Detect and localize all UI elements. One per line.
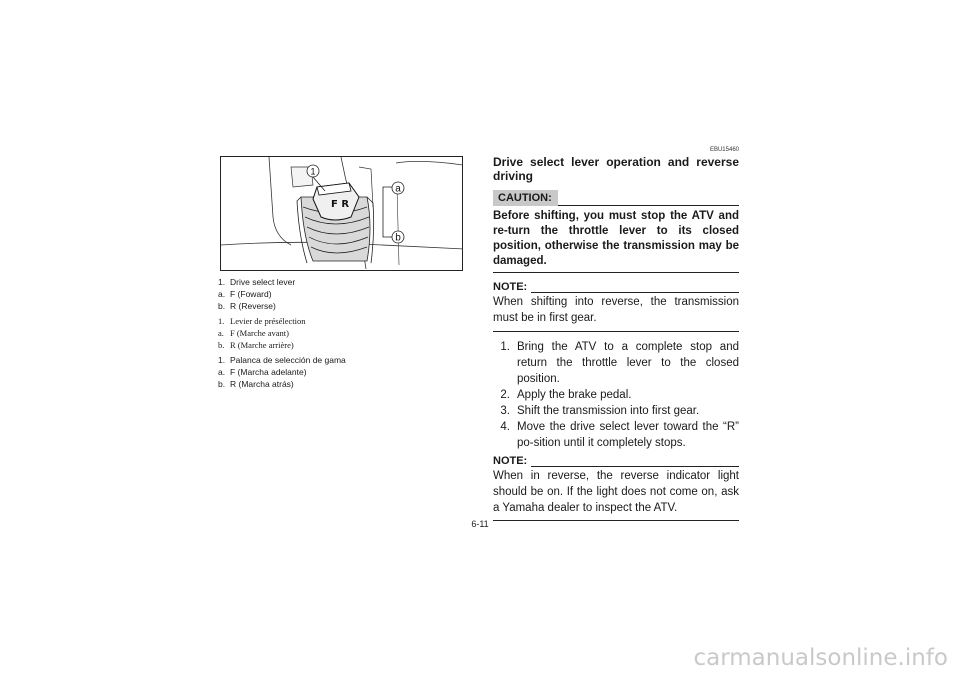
note-text: When in reverse, the reverse indicator light should be on. If the light does not come on, ask a Yamaha dealer to inspect the ATV. xyxy=(493,470,739,514)
list-item: 3. Shift the transmission into first gear. xyxy=(500,405,700,417)
note-header xyxy=(493,455,739,467)
caption-line: 1. Palanca de selección de gama xyxy=(218,355,346,365)
caption-line: b. R (Reverse) xyxy=(218,301,276,311)
caption-line: a. F (Marche avant) xyxy=(218,328,290,338)
callout-a-label: a xyxy=(395,183,401,195)
section-code: EBU15460 xyxy=(709,147,739,153)
caution-text: Before shifting, you must stop the ATV and re-turn the throttle lever to its closed position, otherwise the transmission may be damaged. xyxy=(493,210,739,267)
caution-end-rule xyxy=(493,272,739,273)
lever-position-symbol: F R xyxy=(331,199,350,210)
section-title: Drive select lever operation and reverse driving xyxy=(493,155,739,183)
caption-line: a. F (Marcha adelante) xyxy=(218,367,307,377)
note-rule xyxy=(531,466,739,467)
caption-group-spanish xyxy=(218,354,468,390)
note-end-rule xyxy=(493,331,739,332)
caption-line: b. R (Marche arrière) xyxy=(218,340,294,350)
note-header xyxy=(493,281,739,293)
procedure-steps xyxy=(493,339,739,451)
watermark: carmanualsonline.info xyxy=(693,645,948,671)
drive-select-lever-illustration xyxy=(220,156,463,271)
page-number: 6-11 xyxy=(471,519,489,529)
caption-group-english xyxy=(218,276,468,312)
list-item: 4. Move the drive select lever toward the “R” po-sition until it completely stops. xyxy=(500,421,739,449)
caution-rule xyxy=(558,205,739,206)
note-rule xyxy=(531,292,739,293)
caption-line: 1. Levier de présélection xyxy=(218,316,306,326)
note-label: NOTE: xyxy=(493,455,528,467)
note-label: NOTE: xyxy=(493,281,528,293)
note-text: When shifting into reverse, the transmission must be in first gear. xyxy=(493,296,739,324)
callout-b-label: b xyxy=(395,232,401,244)
list-item: 1. Bring the ATV to a complete stop and return the throttle lever to the closed position. xyxy=(500,341,739,385)
callout-1-label: 1 xyxy=(310,166,316,177)
caution-header xyxy=(493,189,739,206)
instruction-column xyxy=(493,146,739,521)
caution-label: CAUTION: xyxy=(493,190,558,206)
figure-captions xyxy=(218,276,468,393)
caption-line: b. R (Marcha atrás) xyxy=(218,379,294,389)
list-item: 2. Apply the brake pedal. xyxy=(500,389,632,401)
caption-line: a. F (Foward) xyxy=(218,289,272,299)
caption-group-french xyxy=(218,315,468,351)
caption-line: 1. Drive select lever xyxy=(218,277,296,287)
